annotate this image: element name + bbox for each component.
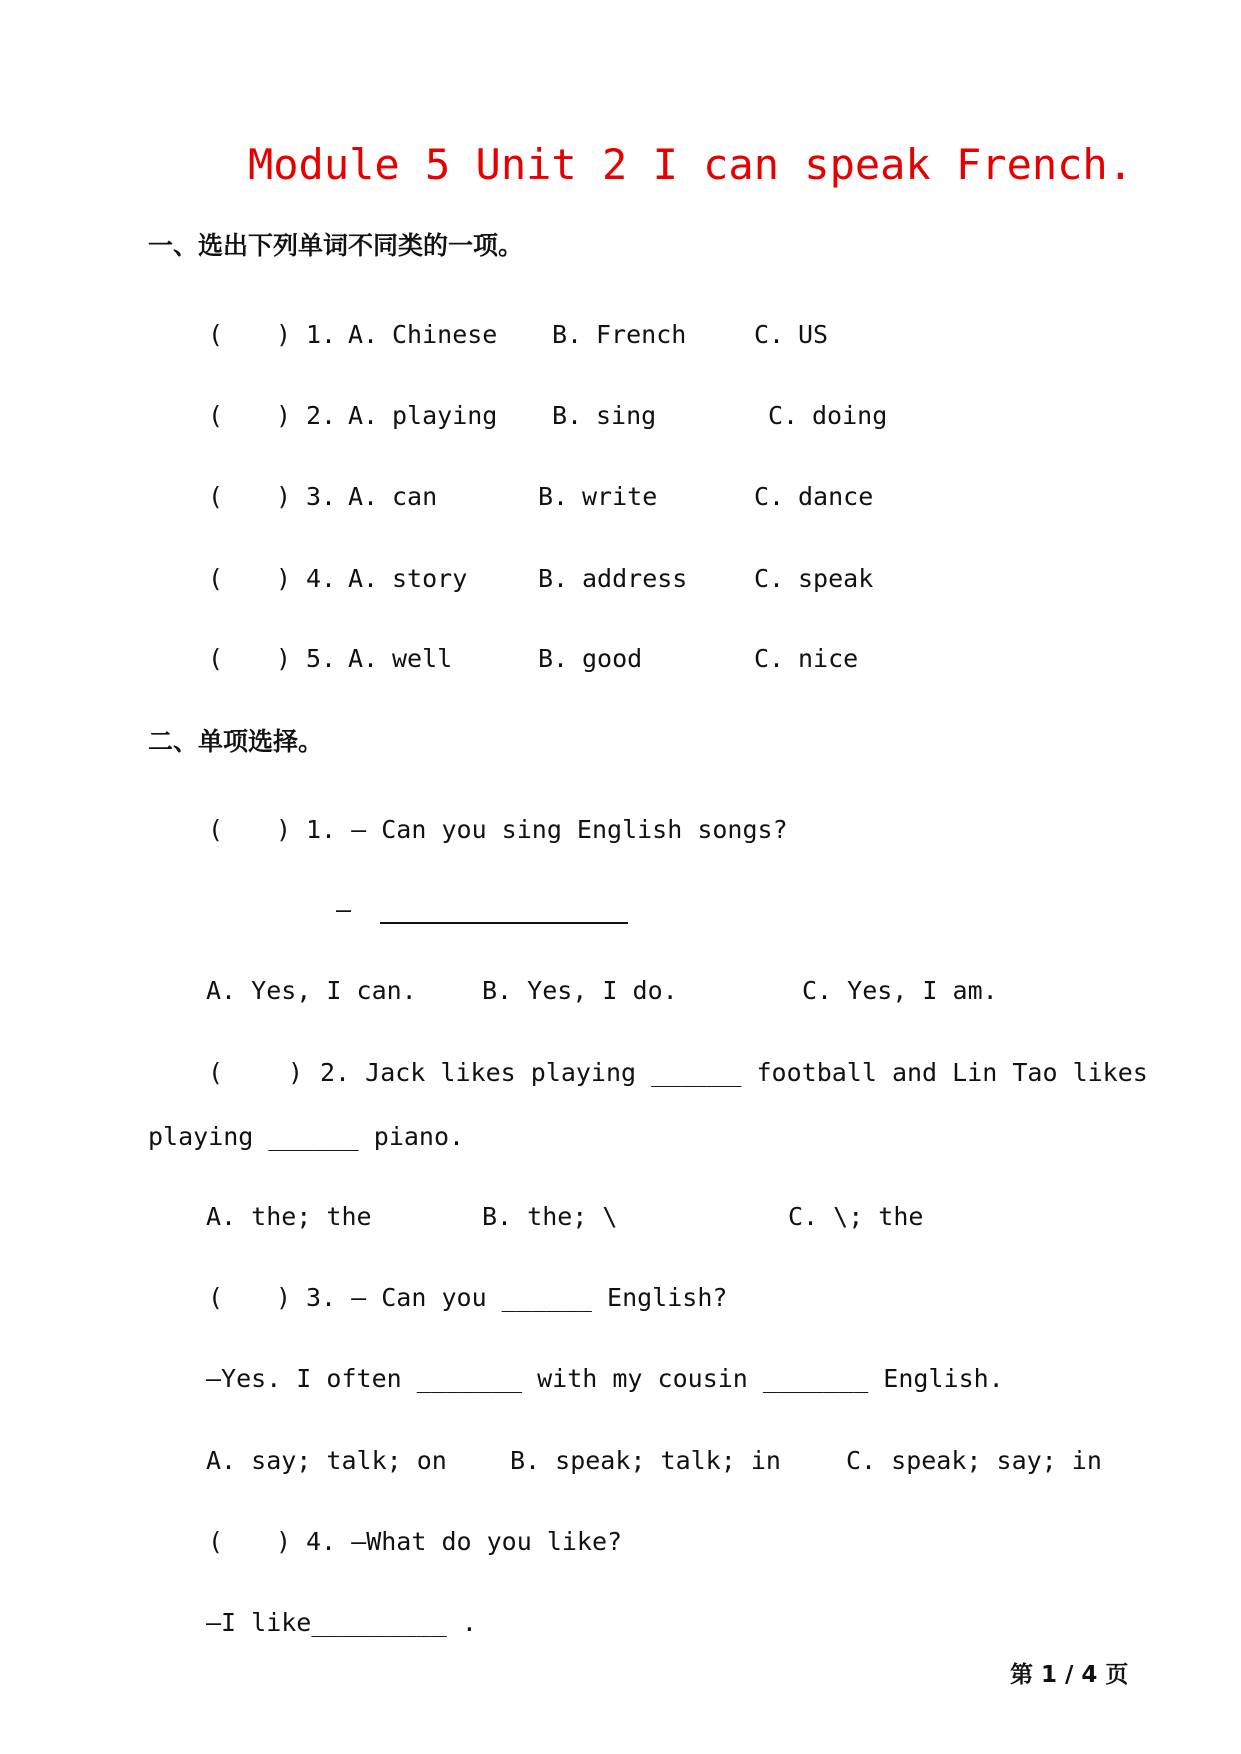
vocab-paren: (: [208, 320, 224, 349]
vocab-c-text: dance: [798, 482, 874, 511]
q2-stem: 2. Jack likes playing ______ football and Lin Tao likes: [320, 1058, 1148, 1087]
q2-option-c: C. \; the: [788, 1202, 924, 1231]
q2-option-b: B. the; \: [482, 1202, 618, 1231]
vocab-num: 3.: [306, 482, 337, 511]
vocab-b-text: sing: [596, 401, 657, 430]
section2-heading: 二、单项选择。: [148, 727, 324, 756]
vocab-num: 5.: [306, 644, 337, 673]
q1-paren-close: ): [276, 815, 292, 844]
vocab-c: C.: [754, 564, 785, 593]
vocab-close: ): [276, 644, 292, 673]
q3-option-b: B. speak; talk; in: [510, 1446, 781, 1475]
vocab-c-text: US: [798, 320, 829, 349]
q1-option-c: C. Yes, I am.: [802, 976, 998, 1005]
vocab-b-text: good: [582, 644, 643, 673]
q1-paren-open: (: [208, 815, 224, 844]
vocab-paren: (: [208, 482, 224, 511]
vocab-b: B.: [552, 401, 583, 430]
vocab-b-text: French: [596, 320, 687, 349]
vocab-c: C.: [768, 401, 799, 430]
q2-paren-close: ): [288, 1058, 304, 1087]
vocab-a: A.: [348, 401, 379, 430]
q4-reply: —I like_________ .: [206, 1608, 477, 1637]
vocab-c: C.: [754, 320, 785, 349]
q4-stem: 4. —What do you like?: [306, 1527, 623, 1556]
vocab-a-text: well: [392, 644, 453, 673]
vocab-c-text: doing: [812, 401, 888, 430]
q2-paren-open: (: [208, 1058, 224, 1087]
vocab-b-text: write: [582, 482, 658, 511]
vocab-num: 4.: [306, 564, 337, 593]
q3-reply: —Yes. I often _______ with my cousin _______ English.: [206, 1364, 1004, 1393]
vocab-c-text: nice: [798, 644, 859, 673]
q3-stem: 3. — Can you ______ English?: [306, 1283, 728, 1312]
vocab-a-text: story: [392, 564, 468, 593]
q3-option-a: A. say; talk; on: [206, 1446, 447, 1475]
vocab-close: ): [276, 564, 292, 593]
vocab-paren: (: [208, 401, 224, 430]
q2-option-a: A. the; the: [206, 1202, 372, 1231]
vocab-a-text: Chinese: [392, 320, 498, 349]
q4-paren-close: ): [276, 1527, 292, 1556]
vocab-a: A.: [348, 320, 379, 349]
vocab-c: C.: [754, 482, 785, 511]
vocab-close: ): [276, 482, 292, 511]
page-footer: 第 1 / 4 页: [1010, 1662, 1129, 1688]
q1-answer-dash: —: [336, 895, 352, 924]
vocab-num: 1.: [306, 320, 337, 349]
vocab-c-text: speak: [798, 564, 874, 593]
q1-stem: 1. — Can you sing English songs?: [306, 815, 788, 844]
q1-answer-blank[interactable]: [380, 922, 628, 924]
vocab-b: B.: [538, 644, 569, 673]
section1-heading: 一、选出下列单词不同类的一项。: [148, 231, 524, 260]
q1-option-a: A. Yes, I can.: [206, 976, 417, 1005]
q3-paren-open: (: [208, 1283, 224, 1312]
vocab-num: 2.: [306, 401, 337, 430]
worksheet-title: Module 5 Unit 2 I can speak French.: [247, 140, 1133, 189]
vocab-b-text: address: [582, 564, 688, 593]
q3-option-c: C. speak; say; in: [846, 1446, 1102, 1475]
vocab-a: A.: [348, 564, 379, 593]
vocab-a-text: playing: [392, 401, 498, 430]
vocab-a: A.: [348, 644, 379, 673]
vocab-b: B.: [538, 564, 569, 593]
q3-paren-close: ): [276, 1283, 292, 1312]
vocab-close: ): [276, 320, 292, 349]
vocab-paren: (: [208, 644, 224, 673]
vocab-b: B.: [552, 320, 583, 349]
vocab-paren: (: [208, 564, 224, 593]
vocab-close: ): [276, 401, 292, 430]
q2-stem-continued: playing ______ piano.: [148, 1122, 465, 1151]
vocab-a: A.: [348, 482, 379, 511]
vocab-a-text: can: [392, 482, 438, 511]
vocab-c: C.: [754, 644, 785, 673]
vocab-b: B.: [538, 482, 569, 511]
q4-paren-open: (: [208, 1527, 224, 1556]
q1-option-b: B. Yes, I do.: [482, 976, 678, 1005]
